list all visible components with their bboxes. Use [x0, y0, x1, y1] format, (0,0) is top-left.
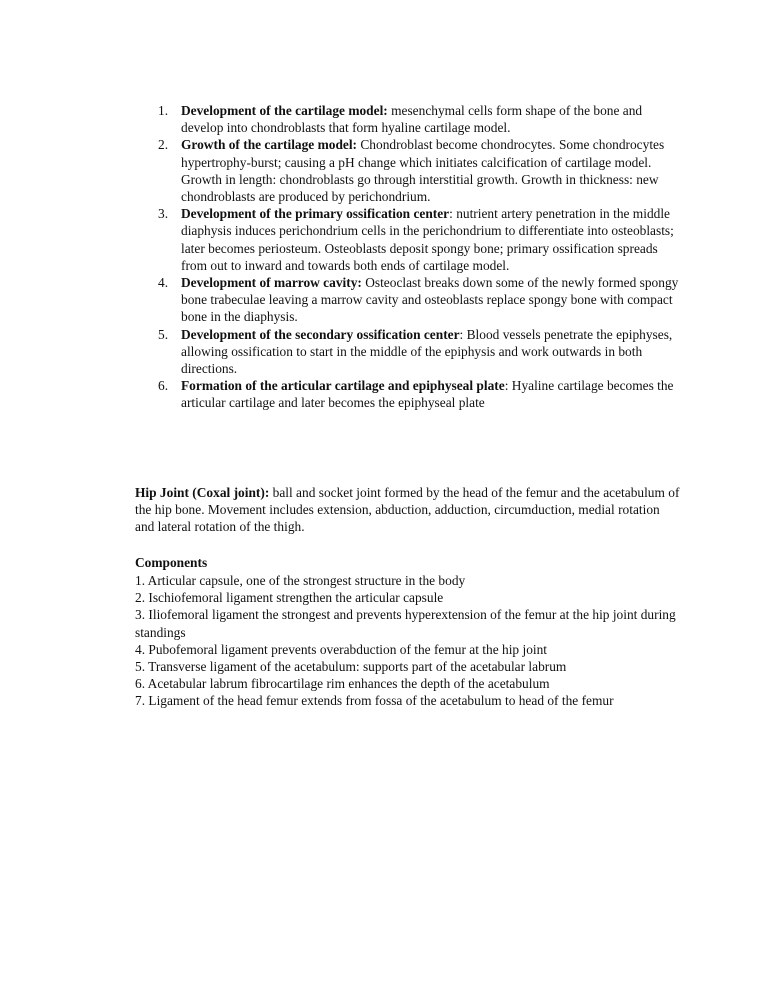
- hip-joint-paragraph: [135, 484, 680, 536]
- list-item: 1. Articular capsule, one of the strongest structure in the body: [135, 573, 466, 588]
- step-text: mesenchymal cells form shape of the bone and develop into chondroblasts that form hyaline cartilage model.: [181, 103, 643, 136]
- list-item: [135, 102, 680, 136]
- list-number: 3.: [158, 206, 169, 222]
- hip-joint-text: ball and socket joint formed by the head of the femur and the acetabulum of the hip bone. Movement includes extension, abduction, adduction, circumduction, medial rotation and lateral rotation of the thigh.: [135, 485, 680, 535]
- list-number: 2.: [158, 137, 169, 153]
- step-text: Chondroblast become chondrocytes. Some chondrocytes hypertrophy-burst; causing a pH change which initiates calcification of cartilage model. Growth in length: chondroblasts go through interstitial growth. Growth in thickness: new chondroblasts are produced by perichondrium.: [181, 137, 665, 205]
- step-title: Development of marrow cavity:: [181, 275, 362, 291]
- step-title: Development of the primary ossification center: [181, 206, 450, 222]
- hip-joint-title: Hip Joint (Coxal joint):: [135, 485, 270, 500]
- components-list: [135, 572, 680, 710]
- list-item: [135, 377, 680, 411]
- list-item: [135, 274, 680, 326]
- step-title: Development of the cartilage model:: [181, 103, 388, 118]
- list-item: 7. Ligament of the head femur extends from fossa of the acetabulum to head of the femur: [135, 693, 614, 709]
- step-text: : nutrient artery penetration in the middle diaphysis induces perichondrium cells in the perichondrium to differentiate into osteoblasts; later becomes periosteum. Osteoblasts deposit spongy bone; primary ossification spreads from out to inward and towards both ends of cartilage model.: [181, 206, 674, 273]
- list-item: [135, 136, 680, 205]
- ossification-steps-list: [135, 102, 680, 412]
- step-text: : Blood vessels penetrate the epiphyses, allowing ossification to start in the middle of the epiphysis and work outwards in both directions.: [181, 326, 673, 377]
- list-number: 5.: [158, 326, 169, 342]
- list-item: [135, 205, 680, 274]
- list-number: 1.: [158, 103, 169, 118]
- list-item: 4. Pubofemoral ligament prevents overabduction of the femur at the hip joint: [135, 641, 548, 657]
- step-title: Growth of the cartilage model:: [181, 137, 358, 153]
- list-number: 6.: [158, 378, 169, 394]
- step-text: : Hyaline cartilage becomes the articular cartilage and later becomes the epiphyseal plate: [181, 378, 674, 411]
- step-title: Formation of the articular cartilage and epiphyseal plate: [181, 378, 505, 394]
- list-item: 6. Acetabular labrum fibrocartilage rim enhances the depth of the acetabulum: [135, 676, 550, 692]
- list-item: [135, 326, 680, 378]
- list-item: 3. Iliofemoral ligament the strongest and prevents hyperextension of the femur at the hip joint during standings: [135, 607, 676, 640]
- components-heading: Components: [135, 555, 208, 570]
- list-number: 4.: [158, 275, 169, 291]
- list-item: 2. Ischiofemoral ligament strengthen the articular capsule: [135, 590, 444, 606]
- step-text: Osteoclast breaks down some of the newly formed spongy bone trabeculae leaving a marrow cavity and osteoblasts replace spongy bone with compact bone in the diaphysis.: [181, 275, 679, 325]
- list-item: 5. Transverse ligament of the acetabulum: supports part of the acetabular labrum: [135, 659, 567, 675]
- step-title: Development of the secondary ossification center: [181, 326, 460, 342]
